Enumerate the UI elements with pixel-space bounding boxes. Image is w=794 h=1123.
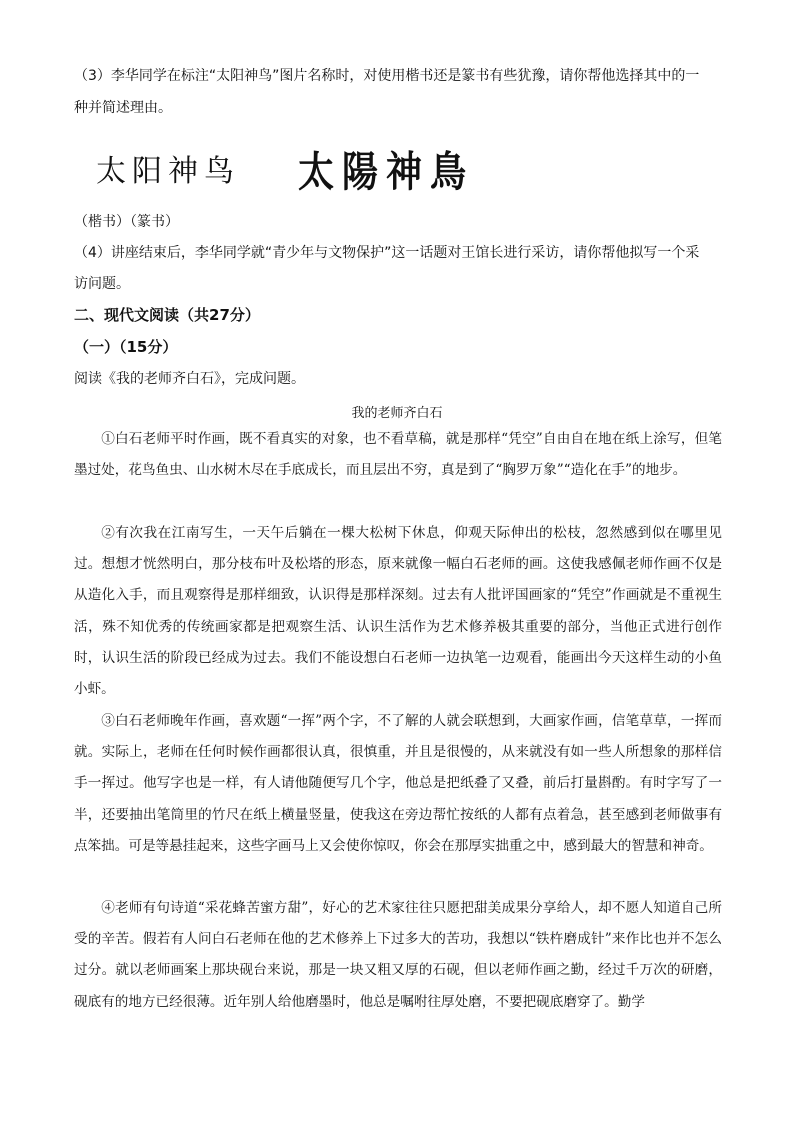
question-3-line-1: （3）李华同学在标注“太阳神鸟”图片名称时，对使用楷书还是篆书有些犹豫，请你帮他选择其中的一 — [74, 68, 700, 84]
article-paragraph-4: ④老师有句诗道“采花蜂苦蜜方甜”，好心的艺术家往往只愿把甜美成果分享给人，却不愿人知道自己所受的辛苦。假若有人问白石老师在他的艺术修养上下过多大的苦功，我想以“铁杵磨成针”来作比也并不怎么过分。就以老师画案上那块砚台来说，那是一块又粗又厚的石砚，但以老师作画之勤，经过千万次的研磨，砚底有的地方已经很薄。近年别人给他磨墨时，他总是嘱咐往厚处磨，不要把砚底磨穿了。勤学 — [74, 900, 722, 1010]
question-4-line-1: （4）讲座结束后，李华同学就“青少年与文物保护”这一话题对王馆长进行采访，请你帮他拟写一个采 — [74, 245, 700, 261]
article-paragraph-2: ②有次我在江南写生，一天午后躺在一棵大松树下休息，仰观天际伸出的松枝，忽然感到似在哪里见过。想想才恍然明白，那分枝布叶及松塔的形态，原来就像一幅白石老师的画。这使我感佩老师作画不仅是从造化入手，而且观察得是那样细致，认识得是那样深刻。过去有人批评国画家的“凭空”作画就是不重视生活，殊不知优秀的传统画家都是把观察生活、认识生活作为艺术修养极其重要的部分，当他正式进行创作时，认识生活的阶段已经成为过去。我们不能设想白石老师一边执笔一边观看，能画出今天这样生动的小鱼小虾。 — [74, 525, 722, 698]
article-paragraph-3: ③白石老师晚年作画，喜欢题“一挥”两个字，不了解的人就会联想到，大画家作画，信笔草草，一挥而就。实际上，老师在任何时候作画都很认真，很慎重，并且是很慢的，从来就没有如一些人所想象的那样信手一挥过。他写字也是一样，有人请他随便写几个字，他总是把纸叠了又叠，前后打量斟酌。有时字写了一半，还要抽出笔筒里的竹尺在纸上横量竖量，使我这在旁边帮忙按纸的人都有点着急，甚至感到老师做事有点笨拙。可是等悬挂起来，这些字画马上又会使你惊叹，你会在那厚实拙重之中，感到最大的智慧和神奇。 — [74, 713, 722, 854]
calligraphy-caption: （楷书）（篆书） — [74, 214, 179, 230]
question-3-line-2: 种并简述理由。 — [74, 100, 172, 116]
section-heading: 二、现代文阅读（共27分） — [74, 306, 260, 324]
article-title: 我的老师齐白石 — [351, 406, 443, 421]
question-4-line-2: 访问题。 — [74, 276, 130, 292]
part-heading: （一）（15分） — [74, 338, 178, 356]
article-paragraph-1: ①白石老师平时作画，既不看真实的对象，也不看草稿，就是那样“凭空”自由自在地在纸上涂写，但笔墨过处，花鸟鱼虫、山水树木尽在手底成长，而且层出不穷，真是到了“胸罗万象”“造化在手”的地步。 — [74, 431, 722, 479]
reading-instruction: 阅读《我的老师齐白石》，完成问题。 — [74, 371, 305, 387]
calligraphy-regular-script: 太阳神鸟 — [96, 154, 240, 189]
calligraphy-seal-script: 太陽神鳥 — [298, 148, 475, 197]
